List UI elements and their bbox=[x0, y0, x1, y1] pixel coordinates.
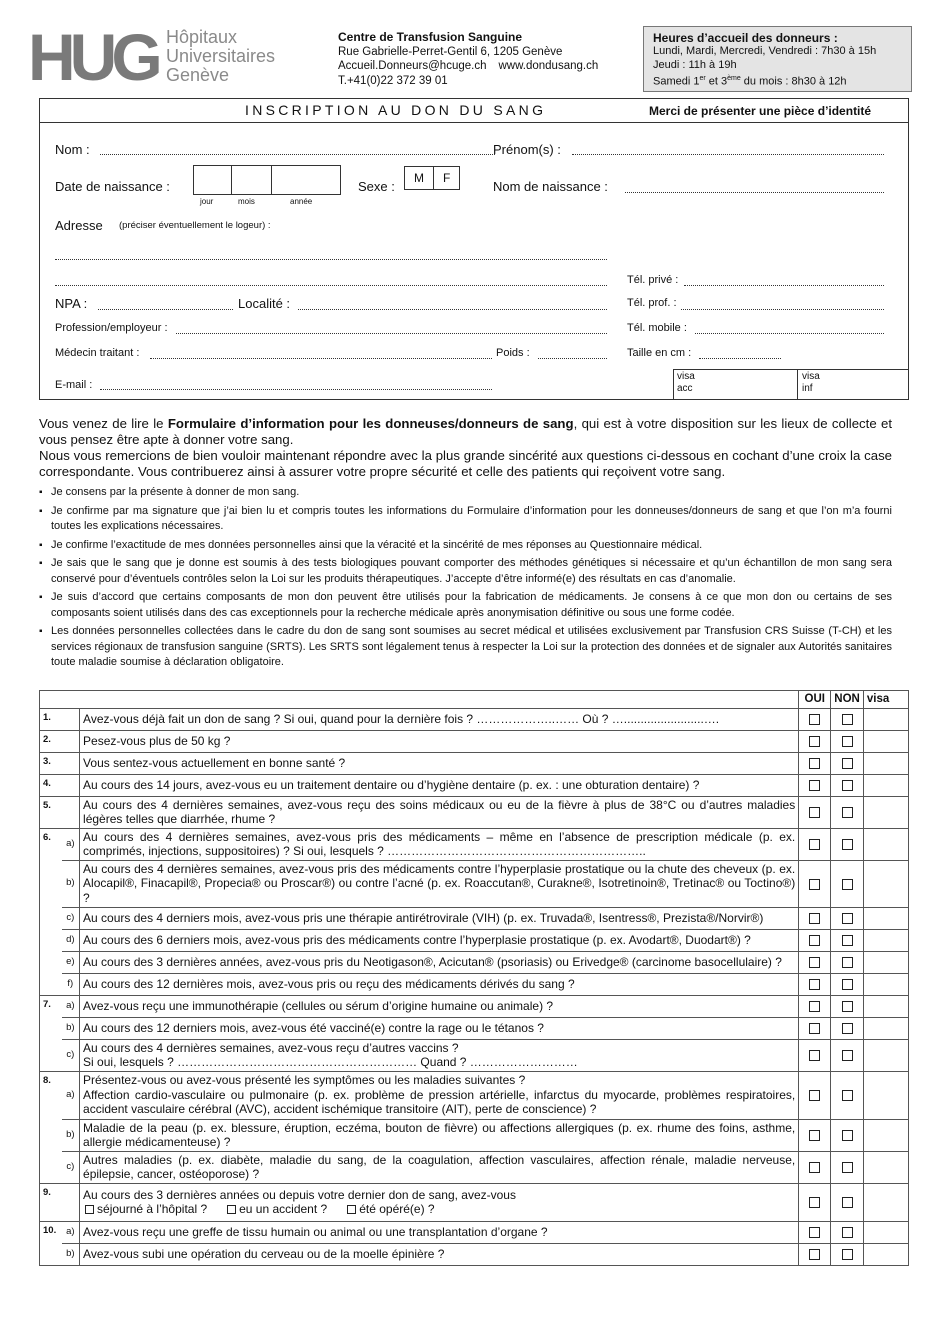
answer-oui-cell bbox=[799, 1151, 831, 1183]
medecin-field[interactable] bbox=[150, 358, 492, 359]
question-sub: b) bbox=[62, 1119, 80, 1151]
localite-label: Localité : bbox=[238, 296, 291, 311]
npa-label: NPA : bbox=[55, 296, 88, 311]
answer-non-checkbox[interactable] bbox=[842, 758, 853, 769]
centre-info bbox=[338, 30, 598, 88]
answer-non-checkbox[interactable] bbox=[842, 1249, 853, 1260]
answer-non-cell bbox=[831, 860, 864, 907]
answer-non-cell bbox=[831, 951, 864, 973]
answer-oui-cell bbox=[799, 828, 831, 860]
question-sub: a) bbox=[62, 1221, 80, 1243]
answer-oui-checkbox[interactable] bbox=[809, 1197, 820, 1208]
question-text: Au cours des 4 dernières semaines, avez-vous pris des médicaments – même en l’absence de prescription médicale (p. ex. comprimés, injections, suppositoires) ? Si oui, lesquels ? ……………………………………………………….. bbox=[80, 828, 799, 860]
inscription-header bbox=[40, 99, 908, 123]
visa-cell[interactable] bbox=[863, 929, 908, 951]
question-sub: a) bbox=[62, 1071, 80, 1119]
sexe-field[interactable] bbox=[404, 166, 460, 190]
question-number bbox=[40, 951, 62, 973]
question-text: Au cours des 12 dernières mois, avez-vous pris ou reçu des médicaments dérivés du sang ? bbox=[80, 973, 799, 995]
question-number: 7. bbox=[40, 995, 62, 1017]
question-sub: f) bbox=[62, 973, 80, 995]
consent-item: ▪ Les données personnelles collectées dans le cadre du don de sang sont soumises au secret médical et utilisées exclusivement par Transfusion CRS Suisse (T-CH) et les services régionaux de transfusion sanguine (SRTS). Les SRTS sont légalement tenus à respecter la Loi sur la protection des données et de signaler aux Autorités sanitaires toute maladie soumise à déclaration obligatoire. bbox=[39, 624, 892, 671]
centre-web[interactable]: www.dondusang.ch bbox=[498, 60, 599, 73]
question-text: Vous sentez-vous actuellement en bonne santé ? bbox=[80, 752, 799, 774]
consent-item: ▪ Je confirme l’exactitude de mes données personnelles ainsi que la véracité et la sincérité de mes réponses au Questionnaire médical. bbox=[39, 538, 892, 554]
visa-acc: visa acc bbox=[677, 371, 695, 394]
answer-oui-cell bbox=[799, 1221, 831, 1243]
visa-cell[interactable] bbox=[863, 730, 908, 752]
answer-oui-checkbox[interactable] bbox=[809, 957, 820, 968]
visa-cell[interactable] bbox=[863, 951, 908, 973]
intro-p1: Vous venez de lire le Formulaire d’information pour les donneuses/donneurs de sang, qui est à votre disposition sur les lieux de collecte et vous pensez être apte à donner votre sang. bbox=[39, 416, 893, 447]
answer-oui-checkbox[interactable] bbox=[809, 935, 820, 946]
visa-cell[interactable] bbox=[863, 708, 908, 730]
question-number bbox=[40, 973, 62, 995]
q9-checkbox[interactable] bbox=[347, 1205, 356, 1214]
question-number bbox=[40, 929, 62, 951]
question-text: Pesez-vous plus de 50 kg ? bbox=[80, 730, 799, 752]
answer-oui-cell bbox=[799, 730, 831, 752]
answer-non-checkbox[interactable] bbox=[842, 935, 853, 946]
col-non: NON bbox=[831, 691, 864, 709]
answer-non-cell bbox=[831, 1221, 864, 1243]
question-sub bbox=[62, 796, 80, 828]
question-row bbox=[40, 973, 909, 995]
visa-cell[interactable] bbox=[863, 907, 908, 929]
answer-oui-checkbox[interactable] bbox=[809, 758, 820, 769]
question-number bbox=[40, 1151, 62, 1183]
tel-prive-field[interactable] bbox=[684, 285, 884, 286]
nom-label: Nom : bbox=[55, 142, 90, 157]
answer-oui-checkbox[interactable] bbox=[809, 1090, 820, 1101]
answer-oui-cell bbox=[799, 1017, 831, 1039]
question-row bbox=[40, 1183, 909, 1221]
question-number bbox=[40, 907, 62, 929]
answer-oui-checkbox[interactable] bbox=[809, 1130, 820, 1141]
visa-cell[interactable] bbox=[863, 973, 908, 995]
question-number: 6. bbox=[40, 828, 62, 860]
answer-oui-checkbox[interactable] bbox=[809, 1023, 820, 1034]
question-row bbox=[40, 1017, 909, 1039]
question-text: Avez-vous reçu une immunothérapie (cellules ou sérum d’origine humaine ou animale) ? bbox=[80, 995, 799, 1017]
sexe-m[interactable]: M bbox=[414, 171, 424, 185]
question-sub: a) bbox=[62, 995, 80, 1017]
visa-cell[interactable] bbox=[863, 1151, 908, 1183]
sexe-f[interactable]: F bbox=[443, 171, 451, 185]
question-text: Au cours des 6 derniers mois, avez-vous pris des médicaments contre l’hyperplasie prostatique (p. ex. Avodart®, Duodart®) ? bbox=[80, 929, 799, 951]
nom-naissance-field[interactable] bbox=[625, 192, 884, 193]
inscription-title: INSCRIPTION AU DON DU SANG bbox=[245, 102, 547, 118]
question-number: 9. bbox=[40, 1183, 62, 1221]
answer-oui-checkbox[interactable] bbox=[809, 1050, 820, 1061]
answer-oui-checkbox[interactable] bbox=[809, 1227, 820, 1238]
answer-non-cell bbox=[831, 1039, 864, 1071]
medical-questionnaire bbox=[39, 690, 909, 1266]
col-oui: OUI bbox=[799, 691, 831, 709]
answer-oui-cell bbox=[799, 1183, 831, 1221]
adresse-label: Adresse bbox=[55, 218, 103, 233]
answer-oui-checkbox[interactable] bbox=[809, 736, 820, 747]
question-sub: d) bbox=[62, 929, 80, 951]
consent-item: ▪ Je sais que le sang que je donne est soumis à des tests biologiques pouvant comporter des méthodes génétiques si nécessaire et qu’un échantillon de mon sang sera conservé pour d’éventuels contrôles selon la Loi sur les produits thérapeutiques. J’accepte d’être informé(e) des résultats en cas d’anomalie. bbox=[39, 556, 892, 587]
visa-inf: visa inf bbox=[802, 371, 820, 394]
answer-non-checkbox[interactable] bbox=[842, 1162, 853, 1173]
visa-cell[interactable] bbox=[863, 1039, 908, 1071]
consent-item: ▪ Je consens par la présente à donner de mon sang. bbox=[39, 485, 892, 501]
question-text: Au cours des 4 dernières semaines, avez-vous pris des médicaments contre l’hyperplasie prostatique ou la chute des cheveux (p. ex. Alocapil®, Finacapil®, Propecia® ou Proscar®) ou contre l’acné (p. ex. Roaccutan®, Curakne®, Isotretinoin®, Tretinac® ou Toctino®) ? bbox=[80, 860, 799, 907]
visa-cell[interactable] bbox=[863, 1017, 908, 1039]
answer-non-checkbox[interactable] bbox=[842, 1130, 853, 1141]
answer-oui-checkbox[interactable] bbox=[809, 780, 820, 791]
date-naissance-label: Date de naissance : bbox=[55, 179, 170, 194]
answer-non-cell bbox=[831, 796, 864, 828]
question-text: Au cours des 4 dernières semaines, avez-vous reçu des soins médicaux ou eu de la fièvre à plus de 38°C ou d’autres maladies légères telles que diarrhée, rhume ? bbox=[80, 796, 799, 828]
hours-saturday: Samedi 1er et 3ème du mois : 8h30 à 12h bbox=[653, 75, 847, 88]
question-number: 4. bbox=[40, 774, 62, 796]
answer-non-checkbox[interactable] bbox=[842, 780, 853, 791]
answer-oui-cell bbox=[799, 860, 831, 907]
poids-field[interactable] bbox=[538, 358, 607, 359]
logo-mark: HUG bbox=[28, 20, 157, 94]
answer-non-checkbox[interactable] bbox=[842, 1023, 853, 1034]
annee-label: année bbox=[290, 197, 313, 206]
q9-option-label: été opéré(e) ? bbox=[359, 1202, 435, 1216]
question-sub: b) bbox=[62, 1017, 80, 1039]
question-text: Présentez-vous ou avez-vous présenté les symptômes ou les maladies suivantes ? Affection cardio-vasculaire ou pulmonaire (p. ex. problème de pression artérielle, infarctus du myocarde, problèmes respiratoires, accident vasculaire cérébral (AVC), accident ischémique transitoire (AIT), perte de conscience) ? bbox=[80, 1071, 799, 1119]
question-number: 5. bbox=[40, 796, 62, 828]
question-text: Au cours des 12 derniers mois, avez-vous été vacciné(e) contre la rage ou le tétanos ? bbox=[80, 1017, 799, 1039]
answer-oui-checkbox[interactable] bbox=[809, 1001, 820, 1012]
question-number: 1. bbox=[40, 708, 62, 730]
answer-oui-cell bbox=[799, 774, 831, 796]
question-number: 10. bbox=[40, 1221, 62, 1243]
question-sub bbox=[62, 730, 80, 752]
question-row bbox=[40, 730, 909, 752]
question-row bbox=[40, 1243, 909, 1265]
jour-label: jour bbox=[200, 197, 214, 206]
question-text: Au cours des 3 dernières années ou depuis votre dernier don de sang, avez-vous séjourné à l’hôpital ? eu un accident ? été opéré(e) ? bbox=[80, 1183, 799, 1221]
logo-text: Hôpitaux Universitaires Genève bbox=[166, 27, 276, 85]
answer-non-checkbox[interactable] bbox=[842, 879, 853, 890]
question-sub: c) bbox=[62, 1151, 80, 1183]
answer-non-cell bbox=[831, 1071, 864, 1119]
visa-cell[interactable] bbox=[863, 1071, 908, 1119]
question-row bbox=[40, 708, 909, 730]
q9-checkbox[interactable] bbox=[227, 1205, 236, 1214]
medecin-label: Médecin traitant : bbox=[55, 347, 140, 359]
question-text: Au cours des 3 dernières années, avez-vous pris du Neotigason®, Acicutan® (psoriasis) ou Erivedge® (carcinome basocellulaire) ? bbox=[80, 951, 799, 973]
answer-non-cell bbox=[831, 730, 864, 752]
question-row bbox=[40, 774, 909, 796]
question-text: Maladie de la peau (p. ex. blessure, éruption, eczéma, bouton de fièvre) ou affections allergiques (p. ex. rhume des foins, asthme, allergie médicamenteuse) ? bbox=[80, 1119, 799, 1151]
intro-text bbox=[39, 416, 892, 480]
answer-non-cell bbox=[831, 1183, 864, 1221]
consent-item: ▪ Je suis d’accord que certains composants de mon don peuvent être utilisés pour la fabrication de médicaments. Je consens à ce que mon don ou certains de ses composants soient utilisés dans des cas exceptionnels pour la recherche médicale après anonymisation définitive ou sous une forme codée. bbox=[39, 590, 892, 621]
profession-field[interactable] bbox=[176, 333, 607, 334]
question-row bbox=[40, 828, 909, 860]
answer-oui-cell bbox=[799, 973, 831, 995]
header-blank bbox=[40, 691, 799, 709]
question-sub: b) bbox=[62, 860, 80, 907]
question-text: Au cours des 14 jours, avez-vous eu un traitement dentaire ou d’hygiène dentaire (p. ex. : une obturation dentaire) ? bbox=[80, 774, 799, 796]
q9-checkbox[interactable] bbox=[85, 1205, 94, 1214]
visa-cell[interactable] bbox=[863, 752, 908, 774]
answer-oui-cell bbox=[799, 752, 831, 774]
question-sub bbox=[62, 1183, 80, 1221]
adresse-line-2[interactable] bbox=[55, 285, 607, 286]
adresse-note: (préciser éventuellement le logeur) : bbox=[119, 220, 271, 231]
answer-oui-cell bbox=[799, 1119, 831, 1151]
question-row bbox=[40, 929, 909, 951]
npa-field[interactable] bbox=[98, 309, 233, 310]
question-row bbox=[40, 860, 909, 907]
question-text: Avez-vous déjà fait un don de sang ? Si oui, quand pour la dernière fois ? ………………..…… Où ? …........................…. bbox=[80, 708, 799, 730]
tel-prof-label: Tél. prof. : bbox=[627, 297, 677, 309]
mois-label: mois bbox=[238, 197, 255, 206]
visa-cell[interactable] bbox=[863, 1119, 908, 1151]
tel-mobile-label: Tél. mobile : bbox=[627, 322, 687, 334]
centre-email[interactable]: Accueil.Donneurs@hcuge.ch bbox=[338, 60, 487, 73]
nom-naissance-label: Nom de naissance : bbox=[493, 179, 608, 194]
answer-non-checkbox[interactable] bbox=[842, 913, 853, 924]
answer-oui-checkbox[interactable] bbox=[809, 807, 820, 818]
date-naissance-field[interactable] bbox=[193, 165, 341, 195]
answer-oui-cell bbox=[799, 1243, 831, 1265]
taille-label: Taille en cm : bbox=[627, 347, 692, 359]
q9-options bbox=[83, 1202, 795, 1217]
visa-cell[interactable] bbox=[863, 828, 908, 860]
answer-non-checkbox[interactable] bbox=[842, 1227, 853, 1238]
question-sub bbox=[62, 708, 80, 730]
consent-list bbox=[39, 485, 892, 674]
question-number bbox=[40, 1119, 62, 1151]
answer-oui-cell bbox=[799, 995, 831, 1017]
question-number bbox=[40, 1243, 62, 1265]
answer-non-checkbox[interactable] bbox=[842, 714, 853, 725]
centre-address: Rue Gabrielle-Perret-Gentil 6, 1205 Genève bbox=[338, 45, 563, 58]
visa-cell[interactable] bbox=[863, 1243, 908, 1265]
question-row bbox=[40, 1119, 909, 1151]
answer-non-cell bbox=[831, 1017, 864, 1039]
question-sub: b) bbox=[62, 1243, 80, 1265]
question-text: Autres maladies (p. ex. diabète, maladie du sang, de la coagulation, affection vasculaires, affection rénale, maladie nerveuse, épilepsie, cancer, ostéoporose) ? bbox=[80, 1151, 799, 1183]
question-number bbox=[40, 1017, 62, 1039]
answer-non-cell bbox=[831, 1151, 864, 1183]
answer-non-checkbox[interactable] bbox=[842, 1001, 853, 1012]
answer-oui-cell bbox=[799, 907, 831, 929]
question-row bbox=[40, 796, 909, 828]
answer-non-checkbox[interactable] bbox=[842, 839, 853, 850]
answer-oui-cell bbox=[799, 1071, 831, 1119]
answer-oui-checkbox[interactable] bbox=[809, 979, 820, 990]
tel-prive-label: Tél. privé : bbox=[627, 274, 679, 286]
email-label: E-mail : bbox=[55, 379, 93, 391]
prenom-label: Prénom(s) : bbox=[493, 142, 561, 157]
prenom-field[interactable] bbox=[572, 154, 884, 155]
poids-label: Poids : bbox=[496, 347, 530, 359]
visa-cell[interactable] bbox=[863, 1183, 908, 1221]
question-text: Au cours des 4 dernières semaines, avez-vous reçu d’autres vaccins ? Si oui, lesquels ? …………………………………………………… Quand ? ……………………… bbox=[80, 1039, 799, 1071]
q9-option-label: eu un accident ? bbox=[239, 1202, 328, 1216]
answer-oui-checkbox[interactable] bbox=[809, 714, 820, 725]
question-sub: c) bbox=[62, 907, 80, 929]
question-number bbox=[40, 860, 62, 907]
answer-non-checkbox[interactable] bbox=[842, 979, 853, 990]
answer-non-cell bbox=[831, 907, 864, 929]
adresse-line-1[interactable] bbox=[55, 259, 607, 260]
question-sub: c) bbox=[62, 1039, 80, 1071]
intro-p2: Nous vous remercions de bien vouloir maintenant répondre avec la plus grande sincérité aux questions ci-dessous en cochant d’une croix la case correspondante. Vous contribuerez ainsi à assurer votre propre sécurité et celle des patients qui reçoivent votre sang. bbox=[39, 448, 892, 479]
sexe-label: Sexe : bbox=[358, 179, 395, 194]
answer-non-checkbox[interactable] bbox=[842, 1050, 853, 1061]
answer-non-cell bbox=[831, 973, 864, 995]
question-row bbox=[40, 907, 909, 929]
answer-non-cell bbox=[831, 708, 864, 730]
question-number bbox=[40, 1039, 62, 1071]
id-notice: Merci de présenter une pièce d’identité bbox=[649, 104, 872, 118]
answer-oui-cell bbox=[799, 951, 831, 973]
consent-item: ▪ Je confirme par ma signature que j’ai bien lu et compris toutes les informations du Formulaire d’information pour les donneuses/donneurs de sang et que l’on m’a fourni toutes les explications nécessaires. bbox=[39, 504, 892, 535]
taille-field[interactable] bbox=[699, 358, 781, 359]
answer-oui-cell bbox=[799, 796, 831, 828]
question-row bbox=[40, 1071, 909, 1119]
visa-cell[interactable] bbox=[863, 1221, 908, 1243]
opening-hours-box: Heures d’accueil des donneurs : Lundi, Mardi, Mercredi, Vendredi : 7h30 à 15h Jeudi : 11h à 19h Samedi 1er et 3ème du mois : 8h30 à 12h bbox=[643, 26, 912, 92]
hours-title: Heures d’accueil des donneurs : bbox=[653, 31, 838, 45]
answer-non-cell bbox=[831, 995, 864, 1017]
tel-prof-field[interactable] bbox=[681, 309, 884, 310]
question-row bbox=[40, 951, 909, 973]
visa-cell[interactable] bbox=[863, 860, 908, 907]
answer-oui-checkbox[interactable] bbox=[809, 1162, 820, 1173]
answer-non-cell bbox=[831, 1119, 864, 1151]
answer-non-cell bbox=[831, 774, 864, 796]
email-field[interactable] bbox=[100, 389, 492, 390]
answer-non-cell bbox=[831, 752, 864, 774]
q9-option-label: séjourné à l’hôpital ? bbox=[97, 1202, 208, 1216]
visa-cell[interactable] bbox=[863, 995, 908, 1017]
hug-logo bbox=[28, 20, 298, 94]
question-text: Au cours des 4 derniers mois, avez-vous pris une thérapie antirétrovirale (VIH) (p. ex. Truvada®, Isentress®, Prezista®/Norvir®) bbox=[80, 907, 799, 929]
question-row bbox=[40, 1151, 909, 1183]
question-sub bbox=[62, 752, 80, 774]
question-row bbox=[40, 1221, 909, 1243]
answer-oui-cell bbox=[799, 929, 831, 951]
centre-title: Centre de Transfusion Sanguine bbox=[338, 30, 523, 44]
question-number: 8. bbox=[40, 1071, 62, 1119]
question-sub: a) bbox=[62, 828, 80, 860]
nom-field[interactable] bbox=[100, 154, 495, 155]
answer-non-checkbox[interactable] bbox=[842, 807, 853, 818]
answer-non-checkbox[interactable] bbox=[842, 1090, 853, 1101]
question-row bbox=[40, 995, 909, 1017]
question-sub bbox=[62, 774, 80, 796]
col-visa: visa bbox=[863, 691, 908, 709]
question-text: Avez-vous reçu une greffe de tissu humain ou animal ou une transplantation d’organe ? bbox=[80, 1221, 799, 1243]
question-row bbox=[40, 1039, 909, 1071]
answer-oui-cell bbox=[799, 1039, 831, 1071]
answer-non-checkbox[interactable] bbox=[842, 1197, 853, 1208]
answer-oui-checkbox[interactable] bbox=[809, 839, 820, 850]
visa-cell[interactable] bbox=[863, 774, 908, 796]
inscription-form bbox=[39, 98, 909, 400]
answer-non-checkbox[interactable] bbox=[842, 957, 853, 968]
localite-field[interactable] bbox=[298, 309, 607, 310]
profession-label: Profession/employeur : bbox=[55, 322, 168, 334]
answer-non-cell bbox=[831, 929, 864, 951]
centre-phone: T.+41(0)22 372 39 01 bbox=[338, 74, 448, 87]
answer-oui-checkbox[interactable] bbox=[809, 879, 820, 890]
question-row bbox=[40, 752, 909, 774]
answer-non-cell bbox=[831, 828, 864, 860]
answer-oui-checkbox[interactable] bbox=[809, 1249, 820, 1260]
question-number: 2. bbox=[40, 730, 62, 752]
visa-cell[interactable] bbox=[863, 796, 908, 828]
question-sub: e) bbox=[62, 951, 80, 973]
answer-non-cell bbox=[831, 1243, 864, 1265]
answer-oui-checkbox[interactable] bbox=[809, 913, 820, 924]
question-text: Avez-vous subi une opération du cerveau ou de la moelle épinière ? bbox=[80, 1243, 799, 1265]
answer-oui-cell bbox=[799, 708, 831, 730]
tel-mobile-field[interactable] bbox=[695, 333, 884, 334]
question-number: 3. bbox=[40, 752, 62, 774]
answer-non-checkbox[interactable] bbox=[842, 736, 853, 747]
